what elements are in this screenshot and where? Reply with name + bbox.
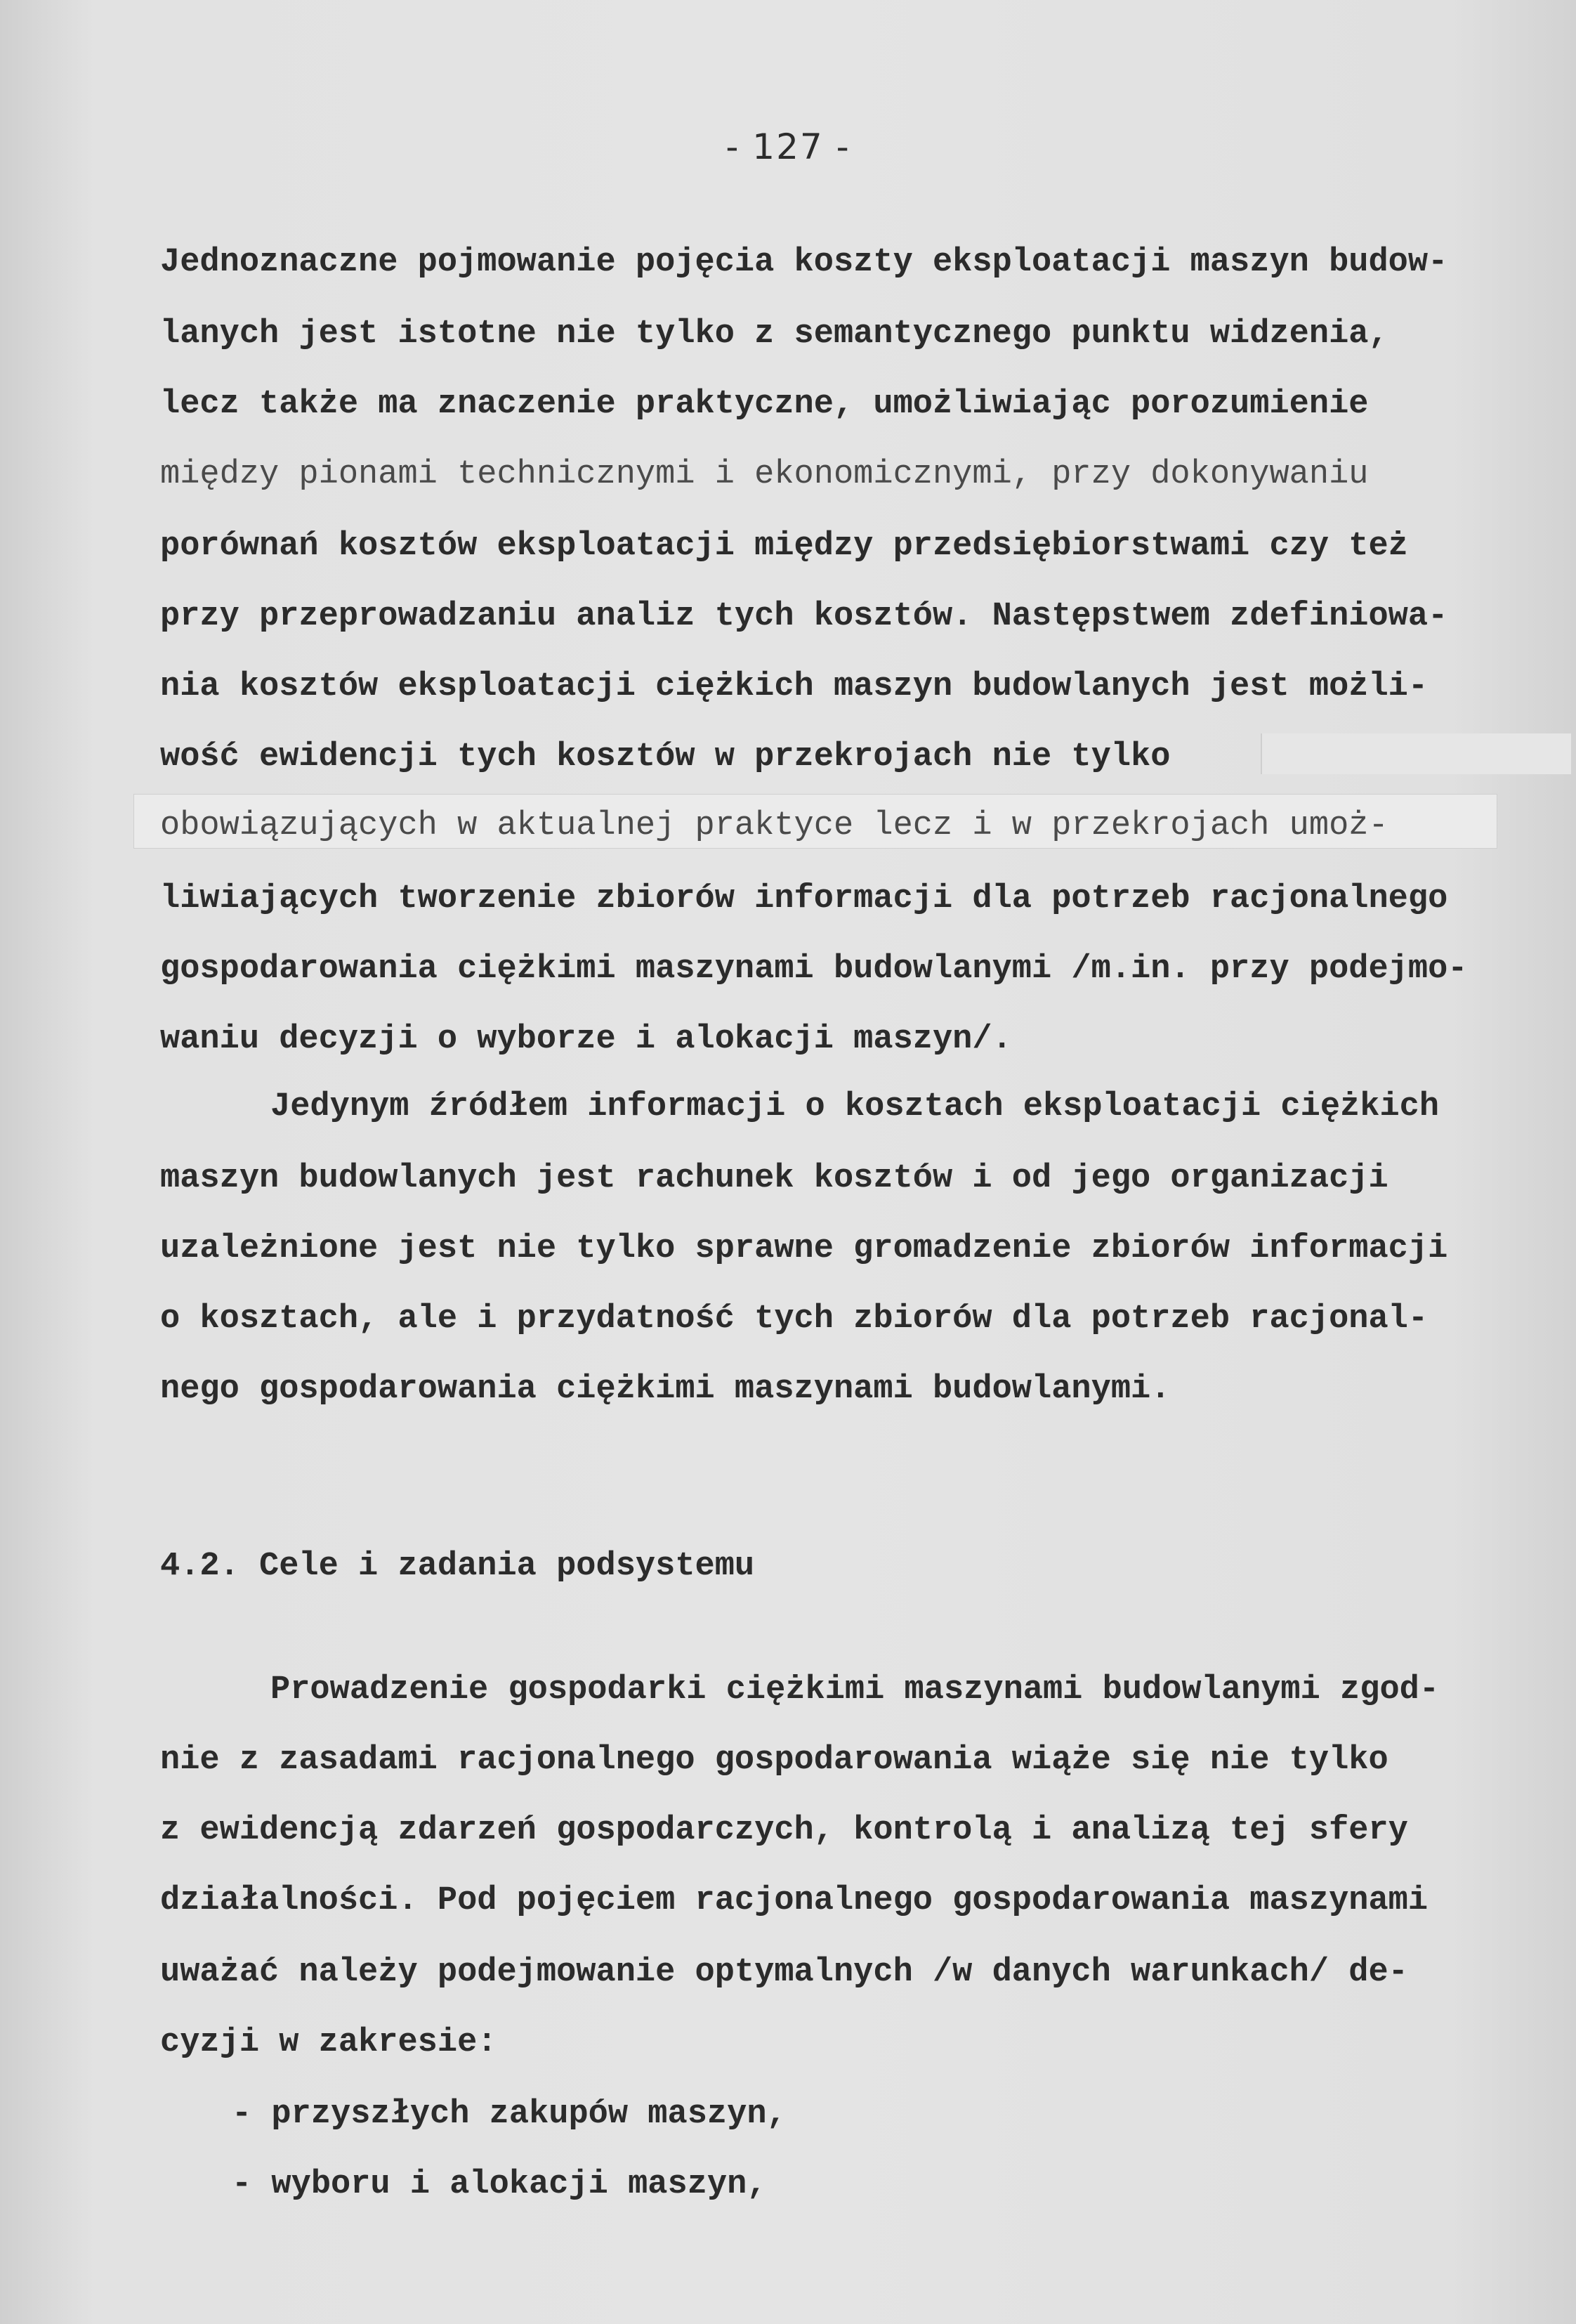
paragraph-2-line: maszyn budowlanych jest rachunek kosztów i od jego organizacji <box>160 1160 1388 1197</box>
paragraph-3-line: nie z zasadami racjonalnego gospodarowania wiąże się nie tylko <box>160 1742 1388 1779</box>
paragraph-2-line: Jedynym źródłem informacji o kosztach eksploatacji ciężkich <box>270 1088 1440 1125</box>
paragraph-2-line: o kosztach, ale i przydatność tych zbiorów dla potrzeb racjonal- <box>160 1300 1429 1338</box>
paragraph-1-line: liwiających tworzenie zbiorów informacji dla potrzeb racjonalnego <box>160 880 1448 918</box>
paragraph-1-line: obowiązujących w aktualnej praktyce lecz i w przekrojach umoż- <box>160 807 1388 844</box>
paragraph-1-line: nia kosztów eksploatacji ciężkich maszyn budowlanych jest możli- <box>160 668 1429 705</box>
paragraph-1-line: waniu decyzji o wyborze i alokacji maszyn/. <box>160 1021 1012 1058</box>
paragraph-3-line: działalności. Pod pojęciem racjonalnego gospodarowania maszynami <box>160 1882 1429 1919</box>
paragraph-3-line: z ewidencją zdarzeń gospodarczych, kontrolą i analizą tej sfery <box>160 1812 1408 1849</box>
paragraph-1-line: porównań kosztów eksploatacji między przedsiębiorstwami czy też <box>160 528 1408 565</box>
paragraph-1-line: przy przeprowadzaniu analiz tych kosztów. Następstwem zdefiniowa- <box>160 598 1448 635</box>
paper-patch <box>1261 733 1571 774</box>
paragraph-3-line: uważać należy podejmowanie optymalnych /w danych warunkach/ de- <box>160 1954 1408 1991</box>
list-item: - wyboru i alokacji maszyn, <box>232 2166 767 2203</box>
paragraph-1-line: między pionami technicznymi i ekonomicznymi, przy dokonywaniu <box>160 456 1369 493</box>
paragraph-1-line: wość ewidencji tych kosztów w przekrojach nie tylko <box>160 738 1171 776</box>
paragraph-2-line: nego gospodarowania ciężkimi maszynami budowlanymi. <box>160 1371 1171 1408</box>
paragraph-1-line: Jednoznaczne pojmowanie pojęcia koszty eksploatacji maszyn budow- <box>160 244 1448 281</box>
page-number: - 127 - <box>725 126 851 167</box>
paragraph-1-line: lecz także ma znaczenie praktyczne, umożliwiając porozumienie <box>160 386 1369 423</box>
list-item: - przyszłych zakupów maszyn, <box>232 2096 787 2133</box>
paragraph-1-line: gospodarowania ciężkimi maszynami budowlanymi /m.in. przy podejmo- <box>160 951 1468 988</box>
paragraph-2-line: uzależnione jest nie tylko sprawne gromadzenie zbiorów informacji <box>160 1230 1448 1267</box>
section-heading: 4.2. Cele i zadania podsystemu <box>160 1548 755 1585</box>
paragraph-1-line: lanych jest istotne nie tylko z semantycznego punktu widzenia, <box>160 315 1388 353</box>
paragraph-3-line: cyzji w zakresie: <box>160 2024 497 2061</box>
paragraph-3-line: Prowadzenie gospodarki ciężkimi maszynami budowlanymi zgod- <box>270 1671 1440 1709</box>
